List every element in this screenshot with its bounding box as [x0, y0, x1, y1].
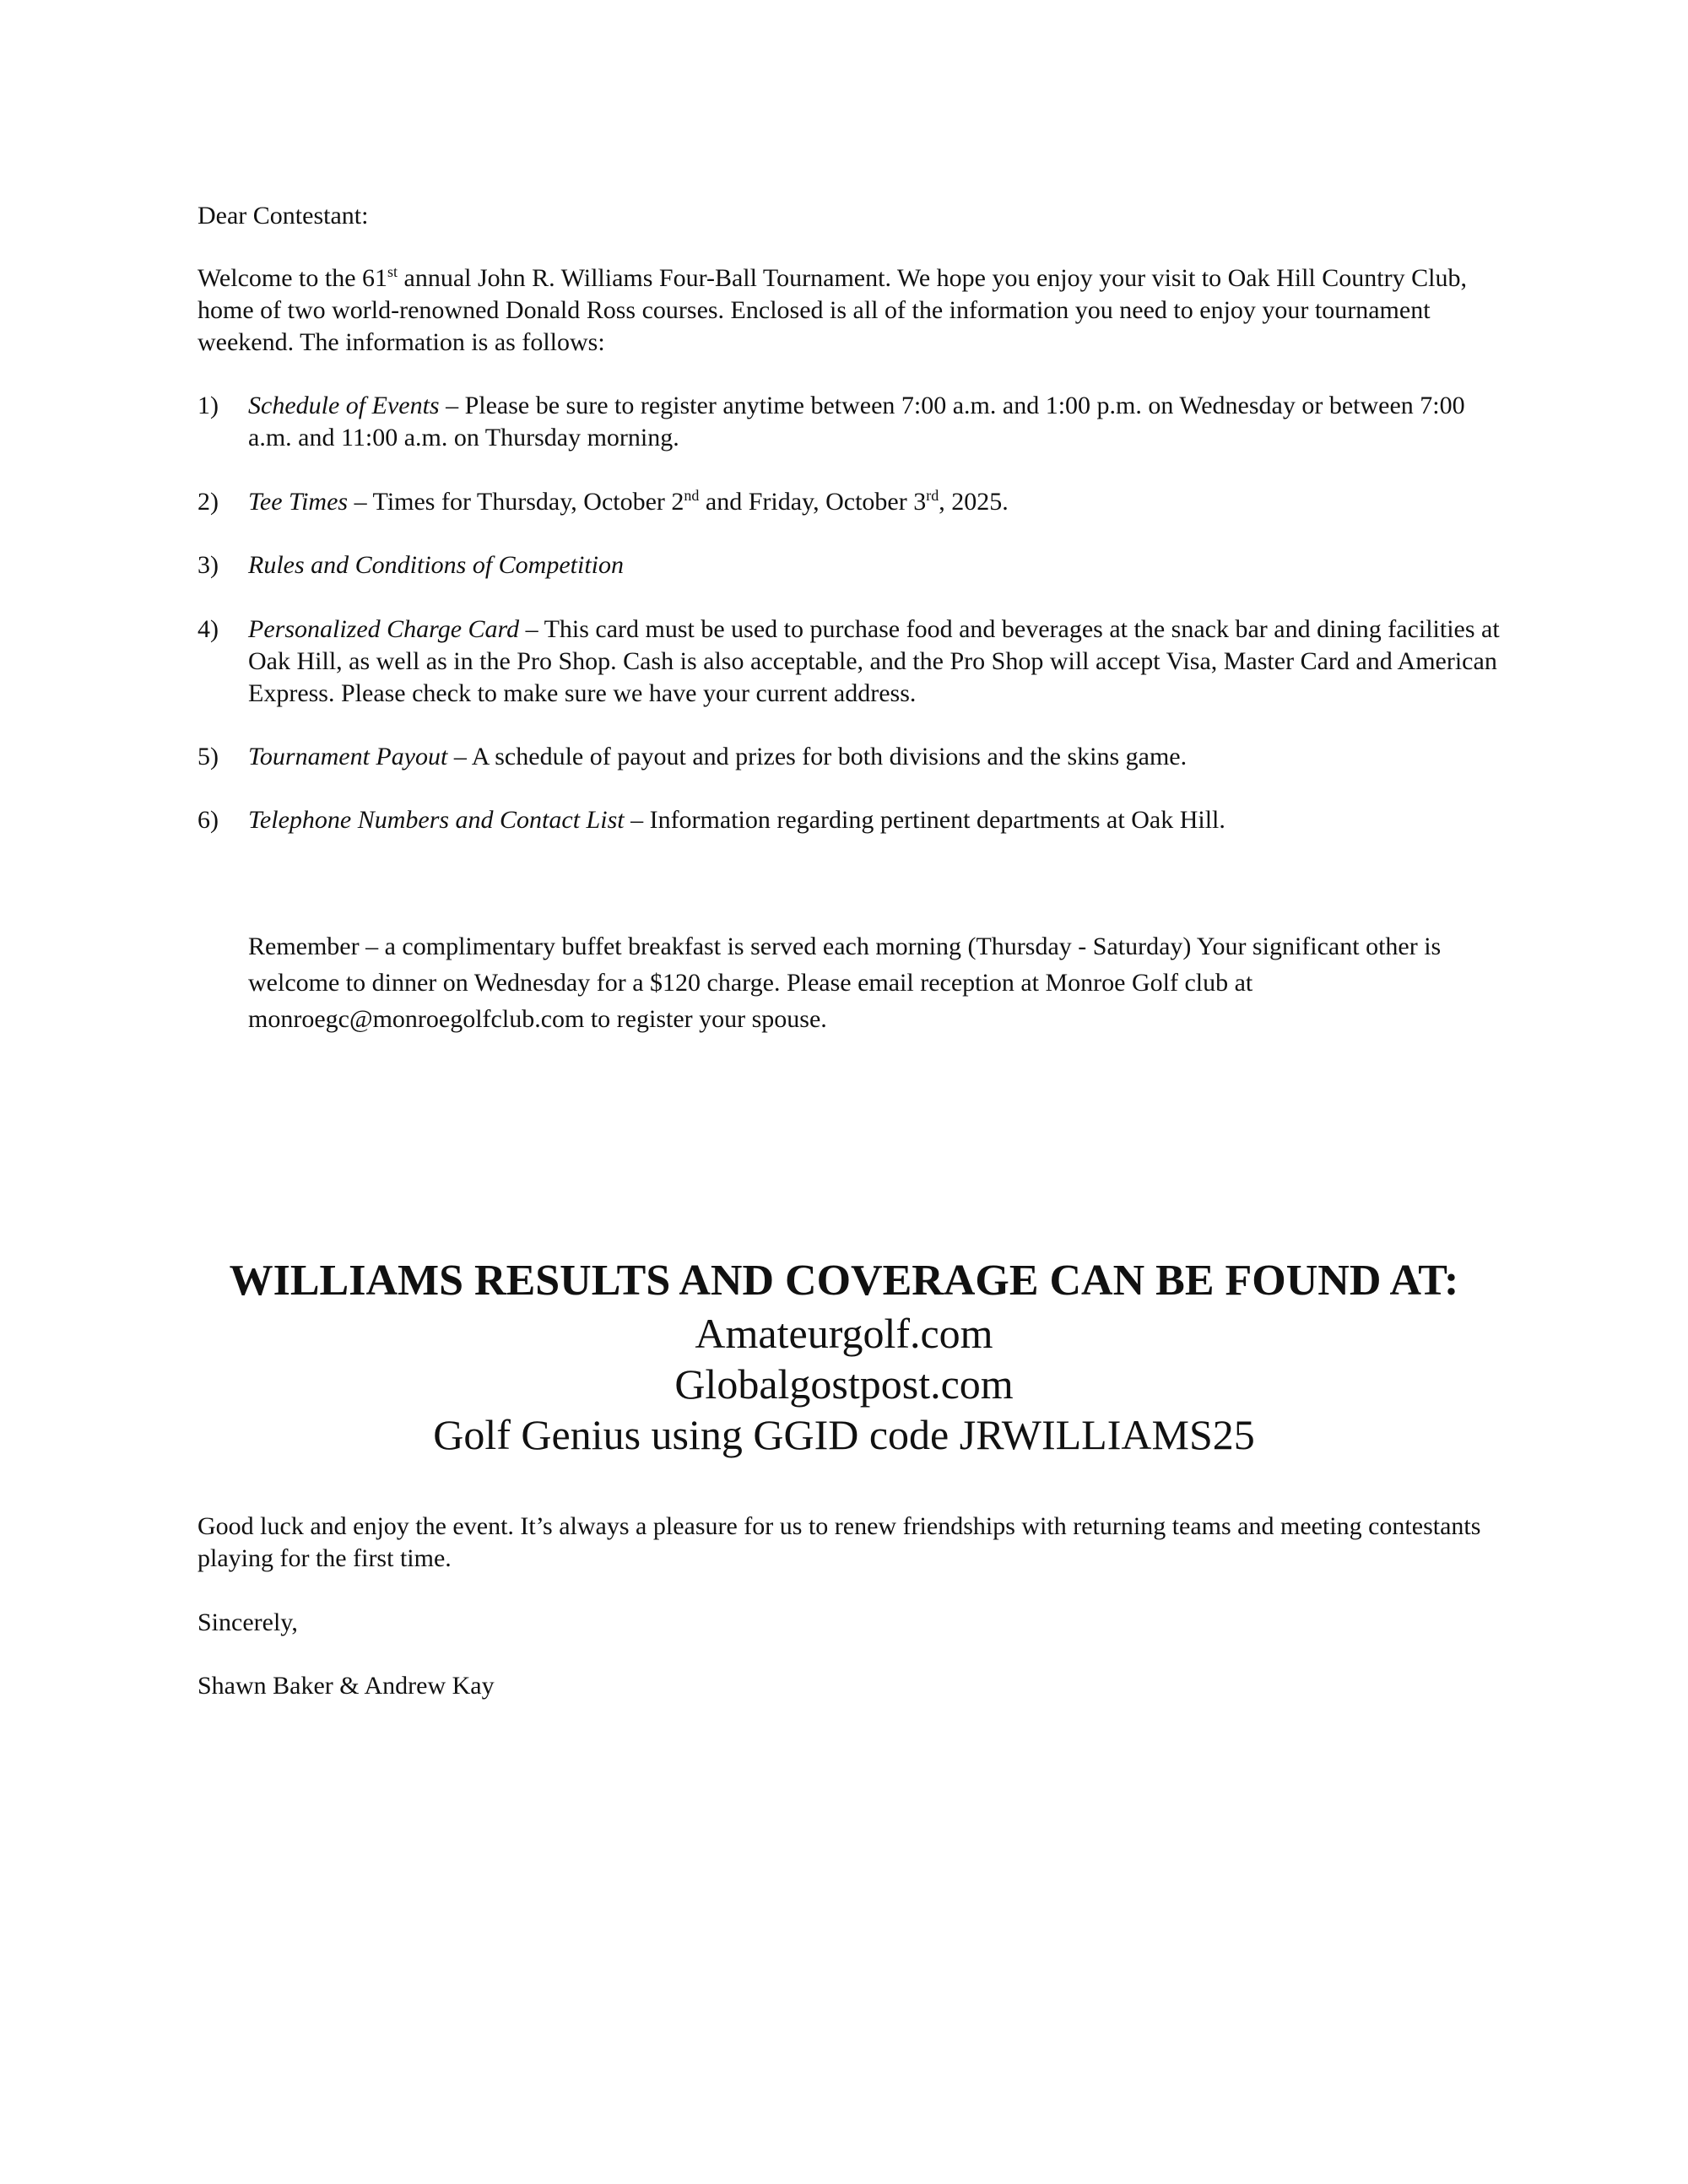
- list-item-text: , 2025.: [939, 488, 1009, 516]
- results-heading: WILLIAMS RESULTS AND COVERAGE CAN BE FOUND AT:: [229, 1257, 1459, 1305]
- results-site-golf-genius: Golf Genius using GGID code JRWILLIAMS25: [433, 1411, 1255, 1458]
- list-item-title: Schedule of Events: [248, 392, 440, 419]
- list-item-body: [248, 741, 1514, 773]
- list-item-body: [248, 804, 1514, 836]
- results-site-amateurgolf: Amateurgolf.com: [695, 1310, 993, 1357]
- list-item-text: – This card must be used to purchase food and beverages at the snack bar and dining facilities at Oak Hill, as well as in the Pro Shop. Cash is also acceptable, and the Pro Shop will accept Visa, Master Card and American Express. Please check to make sure we have your current address.: [248, 615, 1500, 707]
- ordinal-suffix: rd: [926, 487, 939, 504]
- list-item-body: [248, 549, 1514, 581]
- list-item-number: 4): [197, 615, 219, 643]
- list-item-number: 6): [197, 806, 219, 834]
- list-item-number: 5): [197, 743, 219, 770]
- list-item-body: [248, 390, 1514, 454]
- intro-text-rest: annual John R. Williams Four-Ball Tournament. We hope you enjoy your visit to Oak Hill Country Club, home of two world-renowned Donald Ross courses. Enclosed is all of the information you need to enjoy your tournament weekend. The information is as follows:: [197, 264, 1467, 356]
- list-item-title: Rules and Conditions of Competition: [248, 551, 625, 579]
- list-item-text: – Information regarding pertinent departments at Oak Hill.: [624, 806, 1225, 834]
- list-item-text: – A schedule of payout and prizes for both divisions and the skins game.: [447, 743, 1188, 770]
- intro-text-start: Welcome to the 61: [197, 264, 388, 292]
- signoff: Sincerely,: [197, 1608, 298, 1636]
- salutation: Dear Contestant:: [197, 202, 369, 230]
- intro-paragraph: [197, 262, 1514, 359]
- list-item-body: [248, 486, 1514, 518]
- list-item-text: and Friday, October 3: [699, 488, 927, 516]
- list-item-number: 1): [197, 392, 219, 419]
- signature: Shawn Baker & Andrew Kay: [197, 1672, 495, 1700]
- list-item-number: 3): [197, 551, 219, 579]
- list-item-title: Telephone Numbers and Contact List: [248, 806, 625, 834]
- list-item-title: Tournament Payout: [248, 743, 448, 770]
- remember-paragraph: Remember – a complimentary buffet breakfast is served each morning (Thursday - Saturday) Your significant other is welcome to dinner on Wednesday for a $120 charge. Please email reception at Monroe Golf club at monroegc@monroegolfclub.com to register your spouse.: [248, 933, 1442, 1033]
- list-item-title: Personalized Charge Card: [248, 615, 520, 643]
- list-item-title: Tee Times: [248, 488, 349, 516]
- intro-ordinal: st: [387, 263, 398, 280]
- results-site-globalgostpost: Globalgostpost.com: [674, 1360, 1014, 1408]
- list-item-text: – Please be sure to register anytime between 7:00 a.m. and 1:00 p.m. on Wednesday or between 7:00 a.m. and 11:00 a.m. on Thursday morning.: [248, 392, 1465, 451]
- ordinal-suffix: nd: [684, 487, 700, 504]
- list-item-text: – Times for Thursday, October 2: [348, 488, 684, 516]
- closing-paragraph: Good luck and enjoy the event. It’s always a pleasure for us to renew friendships with returning teams and meeting contestants playing for the first time.: [197, 1512, 1481, 1572]
- list-item-number: 2): [197, 488, 219, 516]
- list-item-body: [248, 614, 1514, 710]
